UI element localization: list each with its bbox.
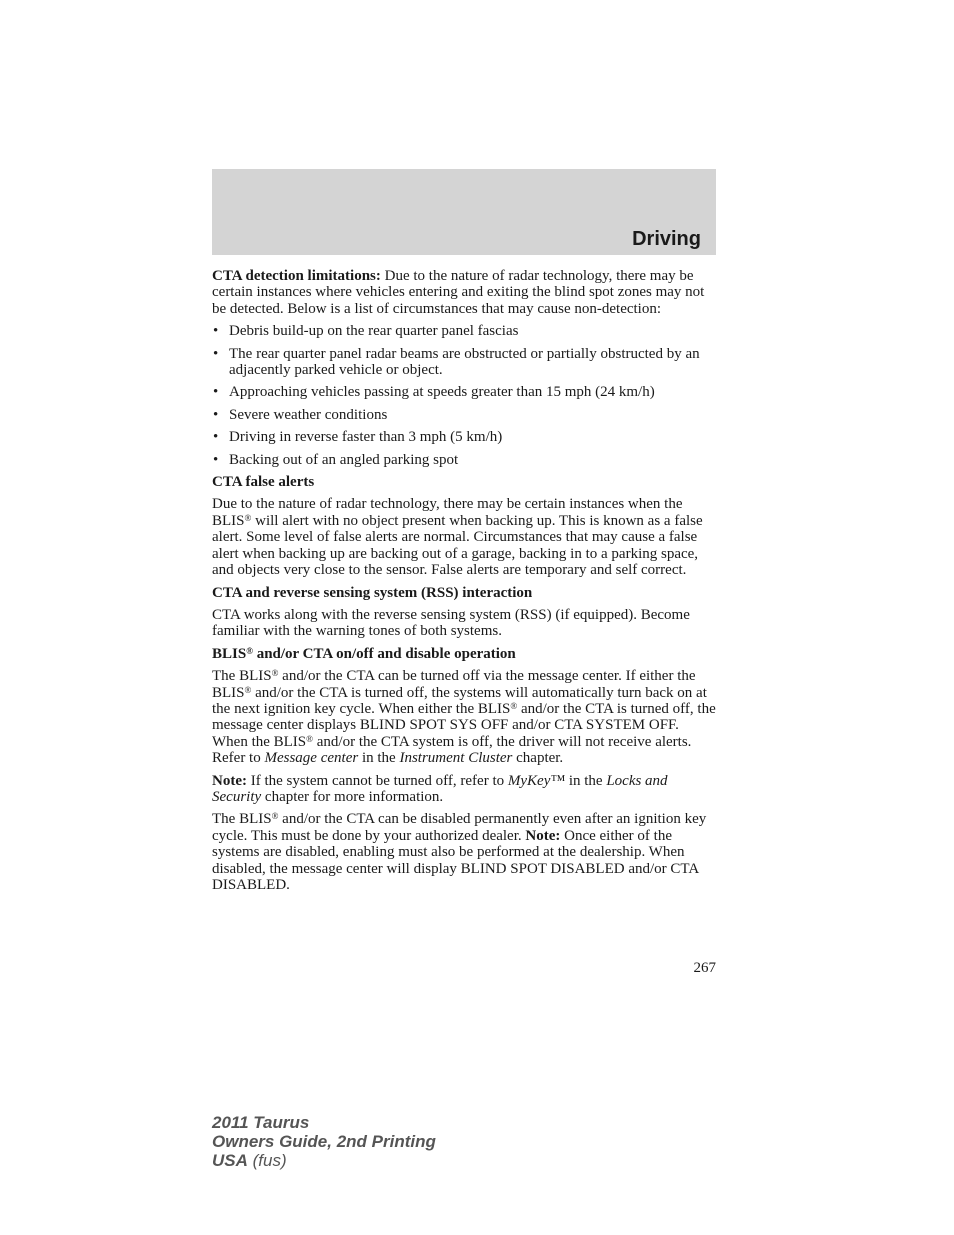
onoff-text-c: and/or the CTA is turned off, the systems will automatically turn back on at the next ignition key cycle. When either the BLIS [212,684,707,717]
disable-paragraph [212,811,716,893]
message-center-reference: Message center [264,750,359,767]
mykey-reference: MyKey™ [507,772,566,789]
footer-region [212,1151,436,1170]
list-item: • Debris build-up on the rear quarter panel fascias [212,323,716,339]
instrument-cluster-reference: Instrument Cluster [399,750,513,767]
onoff-heading-a: BLIS [212,645,247,662]
disable-text-b: and/or the CTA can be disabled permanently even after an ignition key cycle. This must be done by your authorized dealer. [212,811,707,844]
onoff-text-d: and/or the CTA is turned off, the message center displays BLIND SPOT SYS OFF and/or CTA SYSTEM OFF. When the BLIS [212,700,716,750]
note-text-c: chapter for more information. [261,788,444,805]
false-alerts-paragraph [212,496,716,578]
registered-mark: ® [271,811,279,822]
onoff-heading [212,646,716,662]
registered-mark: ® [244,512,252,523]
disable-note-lead: Note: [525,827,561,844]
cta-limitations-paragraph [212,268,716,317]
note-lead: Note: [212,772,247,789]
rss-heading: CTA and reverse sensing system (RSS) interaction [212,584,533,601]
list-item: • Backing out of an angled parking spot [212,452,716,468]
false-alerts-text-a: Due to the nature of radar technology, there may be certain instances when the BLIS [212,496,683,529]
note-paragraph [212,773,716,806]
onoff-text-e: and/or the CTA system is off, the driver will not receive alerts. Refer to [212,733,692,767]
registered-mark: ® [510,700,518,711]
footer-region-main: USA [212,1151,248,1170]
locks-security-reference: Locks and Security [212,772,668,805]
cta-limitations-lead: CTA detection limitations: [212,268,381,284]
footer-region-code: (fus) [247,1151,287,1170]
rss-paragraph: CTA works along with the reverse sensing system (RSS) (if equipped). Become familiar with the warning tones of both systems. [212,606,690,640]
non-detection-list [212,323,716,468]
registered-mark: ® [271,668,279,679]
footer-guide: Owners Guide, 2nd Printing [212,1132,436,1151]
note-text-a: If the system cannot be turned off, refer to [246,772,508,789]
list-item: • Severe weather conditions [212,407,716,423]
registered-mark: ® [244,684,252,695]
onoff-paragraph [212,668,716,766]
document-footer [212,1113,436,1170]
disable-text-a: The BLIS [212,811,272,828]
onoff-text-a: The BLIS [212,668,272,685]
false-alerts-text-b: will alert with no object present when backing up. This is known as a false alert. Some level of false alerts are normal. Circumstances that may cause a false alert when backing up are backing out of a garage, backing in to a parking space, and objects very close to the sensor. False alerts are temporary and self correct. [212,512,703,579]
list-item: • Driving in reverse faster than 3 mph (5 km/h) [212,429,716,445]
page-content [212,268,716,899]
section-header-band [212,169,716,255]
list-item: • Approaching vehicles passing at speeds greater than 15 mph (24 km/h) [212,384,716,400]
page-number: 267 [693,960,716,976]
false-alerts-heading: CTA false alerts [212,474,315,491]
disable-text-c: Once either of the systems are disabled, enabling must also be performed at the dealership. When disabled, the message center will display BLIND SPOT DISABLED and/or CTA DISABLED. [212,827,699,893]
onoff-heading-b: and/or CTA on/off and disable operation [252,645,516,662]
section-title: Driving [632,228,701,250]
registered-mark: ® [306,733,313,744]
onoff-text-b: and/or the CTA can be turned off via the message center. If either the BLIS [212,668,696,701]
cta-limitations-text: Due to the nature of radar technology, there may be certain instances where vehicles entering and exiting the blind spot zones may not be detected. Below is a list of circumstances that may cause non-detection: [212,268,705,317]
list-item: • The rear quarter panel radar beams are obstructed or partially obstructed by an adjacently parked vehicle or object. [212,346,716,379]
onoff-text-end: chapter. [512,750,564,767]
footer-model: 2011 Taurus [212,1113,310,1132]
onoff-text-mid: in the [358,750,400,767]
registered-mark: ® [246,645,253,656]
note-text-b: in the [565,772,607,789]
